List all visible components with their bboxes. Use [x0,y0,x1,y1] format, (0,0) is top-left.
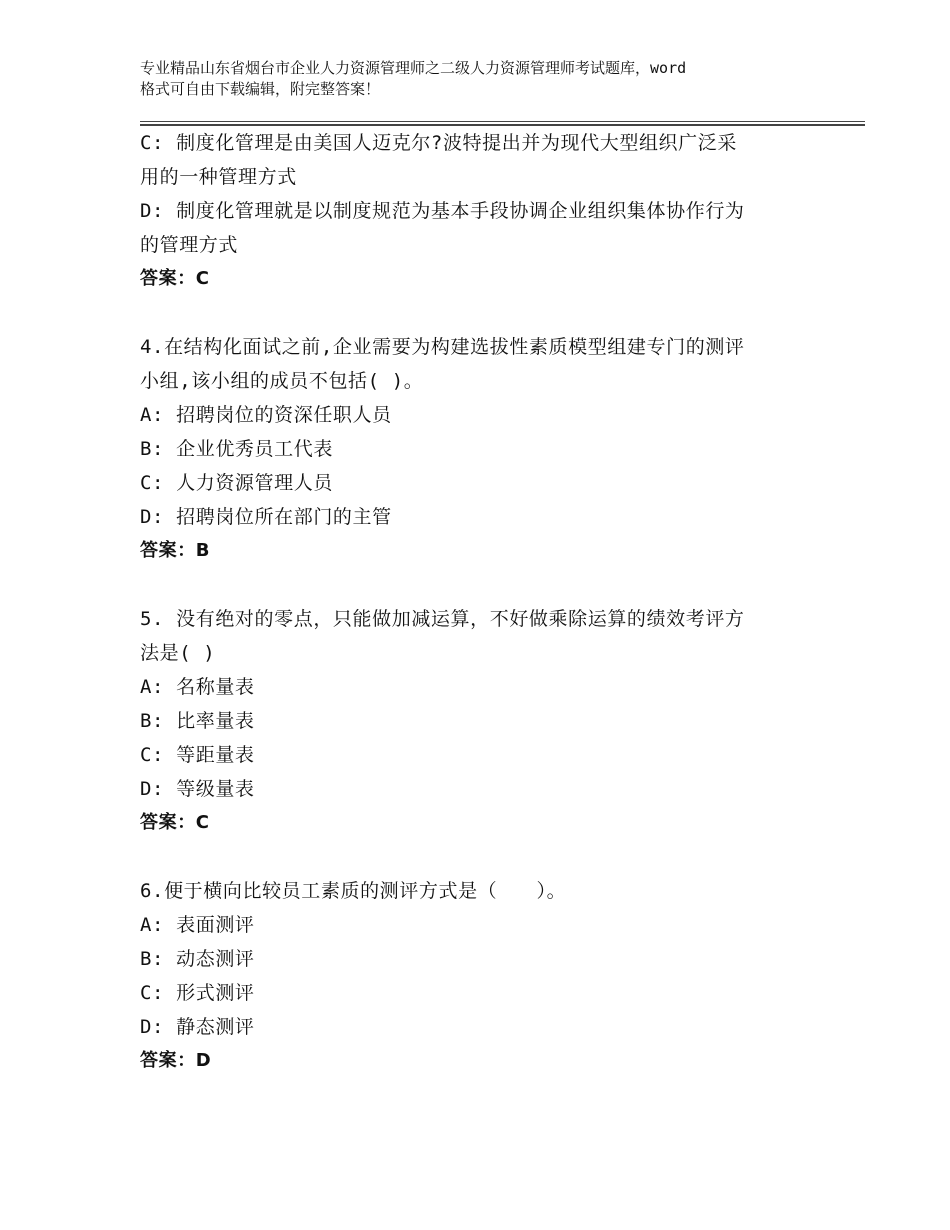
answer: 答案：C [140,268,210,289]
spacer [140,568,820,602]
option-c-cont: 用的一种管理方式 [140,166,297,188]
question-stem: 5. 没有绝对的零点，只能做加减运算，不好做乘除运算的绩效考评方 [140,608,745,630]
option-b: B: 企业优秀员工代表 [140,438,333,460]
question-stem-cont: 法是( ) [140,642,216,664]
question-stem: 4.在结构化面试之前,企业需要为构建选拔性素质模型组建专门的测评 [140,336,745,358]
option-b: B: 动态测评 [140,948,255,970]
question-stem: 6.便于横向比较员工素质的测评方式是（ ）。 [140,880,567,902]
answer: 答案：B [140,540,211,561]
option-c: C: 制度化管理是由美国人迈克尔?波特提出并为现代大型组织广泛采 [140,132,737,154]
header-divider-thin [140,121,865,122]
option-d: D: 制度化管理就是以制度规范为基本手段协调企业组织集体协作行为 [140,200,745,222]
option-d: D: 静态测评 [140,1016,255,1038]
option-a: A: 名称量表 [140,676,255,698]
option-d-cont: 的管理方式 [140,234,239,256]
answer: 答案：D [140,1050,212,1071]
question-3-fragment [140,126,820,296]
spacer [140,296,820,330]
option-c: C: 等距量表 [140,744,255,766]
option-a: A: 表面测评 [140,914,255,936]
option-c: C: 人力资源管理人员 [140,472,333,494]
option-d: D: 等级量表 [140,778,255,800]
question-5 [140,602,820,840]
option-b: B: 比率量表 [140,710,255,732]
option-c: C: 形式测评 [140,982,255,1004]
question-stem-cont: 小组,该小组的成员不包括( )。 [140,370,424,392]
spacer [140,840,820,874]
question-list [140,126,820,1078]
question-4 [140,330,820,568]
option-a: A: 招聘岗位的资深任职人员 [140,404,392,426]
header-line-2: 格式可自由下载编辑，附完整答案！ [140,80,381,98]
header-line-1: 专业精品山东省烟台市企业人力资源管理师之二级人力资源管理师考试题库，word [140,59,687,77]
answer: 答案：C [140,812,210,833]
question-6 [140,874,820,1078]
document-header [140,58,830,100]
option-d: D: 招聘岗位所在部门的主管 [140,506,392,528]
